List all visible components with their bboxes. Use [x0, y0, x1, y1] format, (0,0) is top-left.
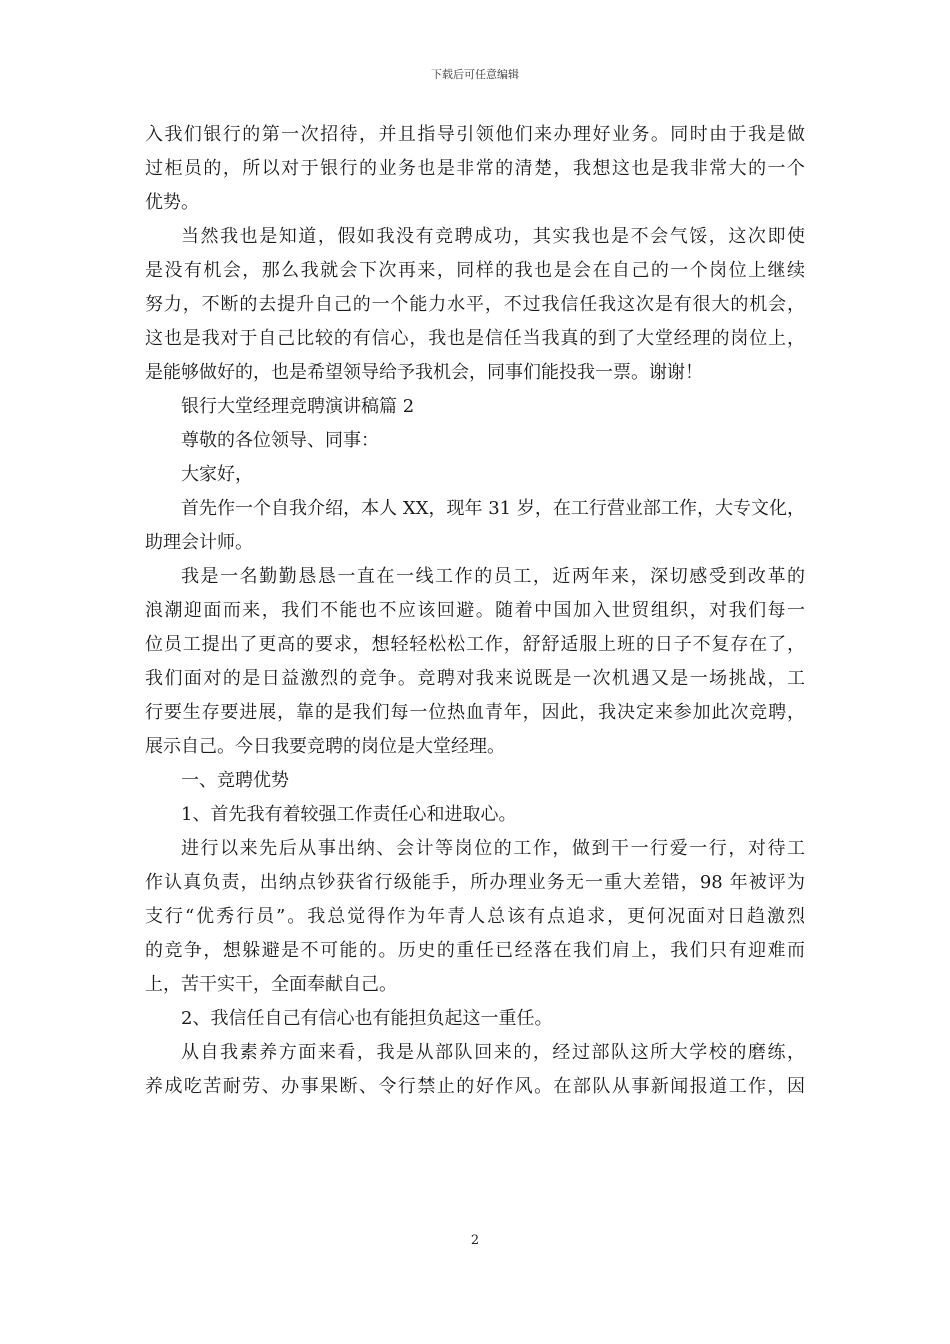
paragraph: [145, 118, 805, 220]
paragraph: [145, 1002, 805, 1036]
text-line: 的竞争，想躲避是不可能的。历史的重任已经落在我们肩上，我们只有迎难而: [145, 940, 805, 961]
text-line: 2、我信任自己有信心也有能担负起这一重任。: [181, 1008, 553, 1029]
text-line: 1、首先我有着较强工作责任心和进取心。: [181, 804, 517, 825]
text-line: 展示自己。今日我要竞聘的岗位是大堂经理。: [145, 736, 505, 757]
text-line: 这也是我对于自己比较的有信心，我也是信任当我真的到了大堂经理的岗位上，: [145, 328, 805, 349]
text-line: 努力，不断的去提升自己的一个能力水平，不过我信任我这次是有很大的机会，: [145, 294, 805, 315]
text-line: 浪潮迎面而来，我们不能也不应该回避。随着中国加入世贸组织，对我们每一: [145, 600, 805, 621]
text-line: 支行“优秀行员”。我总觉得作为年青人总该有点追求，更何况面对日趋激烈: [145, 906, 805, 927]
page-header: 下载后可任意编辑: [431, 68, 519, 81]
text-line: 位员工提出了更高的要求，想轻轻松松工作，舒舒适服上班的日子不复存在了，: [145, 634, 805, 655]
text-line: 银行大堂经理竞聘演讲稿篇 2: [181, 396, 415, 417]
document-body: [145, 118, 805, 1104]
paragraph: [145, 764, 805, 798]
text-line: 尊敬的各位领导、同事：: [181, 430, 379, 451]
text-line: 养成吃苦耐劳、办事果断、令行禁止的好作风。在部队从事新闻报道工作，因: [145, 1076, 805, 1097]
paragraph: [145, 492, 805, 560]
paragraph: [145, 458, 805, 492]
text-line: 行要生存要进展，靠的是我们每一位热血青年，因此，我决定来参加此次竞聘，: [145, 702, 805, 723]
paragraph: [145, 424, 805, 458]
text-line: 大家好，: [181, 464, 253, 485]
text-line: 我是一名勤勤恳恳一直在一线工作的员工，近两年来，深切感受到改革的: [181, 566, 805, 587]
paragraph: [145, 1036, 805, 1104]
text-line: 从自我素养方面来看，我是从部队回来的，经过部队这所大学校的磨练，: [181, 1042, 805, 1063]
text-line: 作认真负责，出纳点钞获省行级能手，所办理业务无一重大差错，98 年被评为: [145, 872, 805, 893]
paragraph: [145, 560, 805, 764]
text-line: 入我们银行的第一次招待，并且指导引领他们来办理好业务。同时由于我是做: [145, 124, 805, 145]
text-line: 过柜员的，所以对于银行的业务也是非常的清楚，我想这也是我非常大的一个: [145, 158, 805, 179]
text-line: 是没有机会，那么我就会下次再来，同样的我也是会在自己的一个岗位上继续: [145, 260, 805, 281]
text-line: 助理会计师。: [145, 532, 253, 553]
text-line: 优势。: [145, 192, 199, 213]
paragraph: [145, 832, 805, 1002]
text-line: 首先作一个自我介绍，本人 XX，现年 31 岁，在工行营业部工作，大专文化，: [181, 498, 805, 519]
text-line: 我们面对的是日益激烈的竞争。竞聘对我来说既是一次机遇又是一场挑战，工: [145, 668, 805, 689]
text-line: 当然我也是知道，假如我没有竞聘成功，其实我也是不会气馁，这次即使: [181, 226, 805, 247]
paragraph: [145, 390, 805, 424]
text-line: 是能够做好的，也是希望领导给予我机会，同事们能投我一票。谢谢！: [145, 362, 703, 383]
text-line: 一、竞聘优势: [181, 770, 289, 791]
paragraph: [145, 220, 805, 390]
page-number: 2: [470, 1233, 480, 1248]
text-line: 进行以来先后从事出纳、会计等岗位的工作，做到干一行爱一行，对待工: [181, 838, 805, 859]
paragraph: [145, 798, 805, 832]
text-line: 上，苦干实干，全面奉献自己。: [145, 974, 397, 995]
